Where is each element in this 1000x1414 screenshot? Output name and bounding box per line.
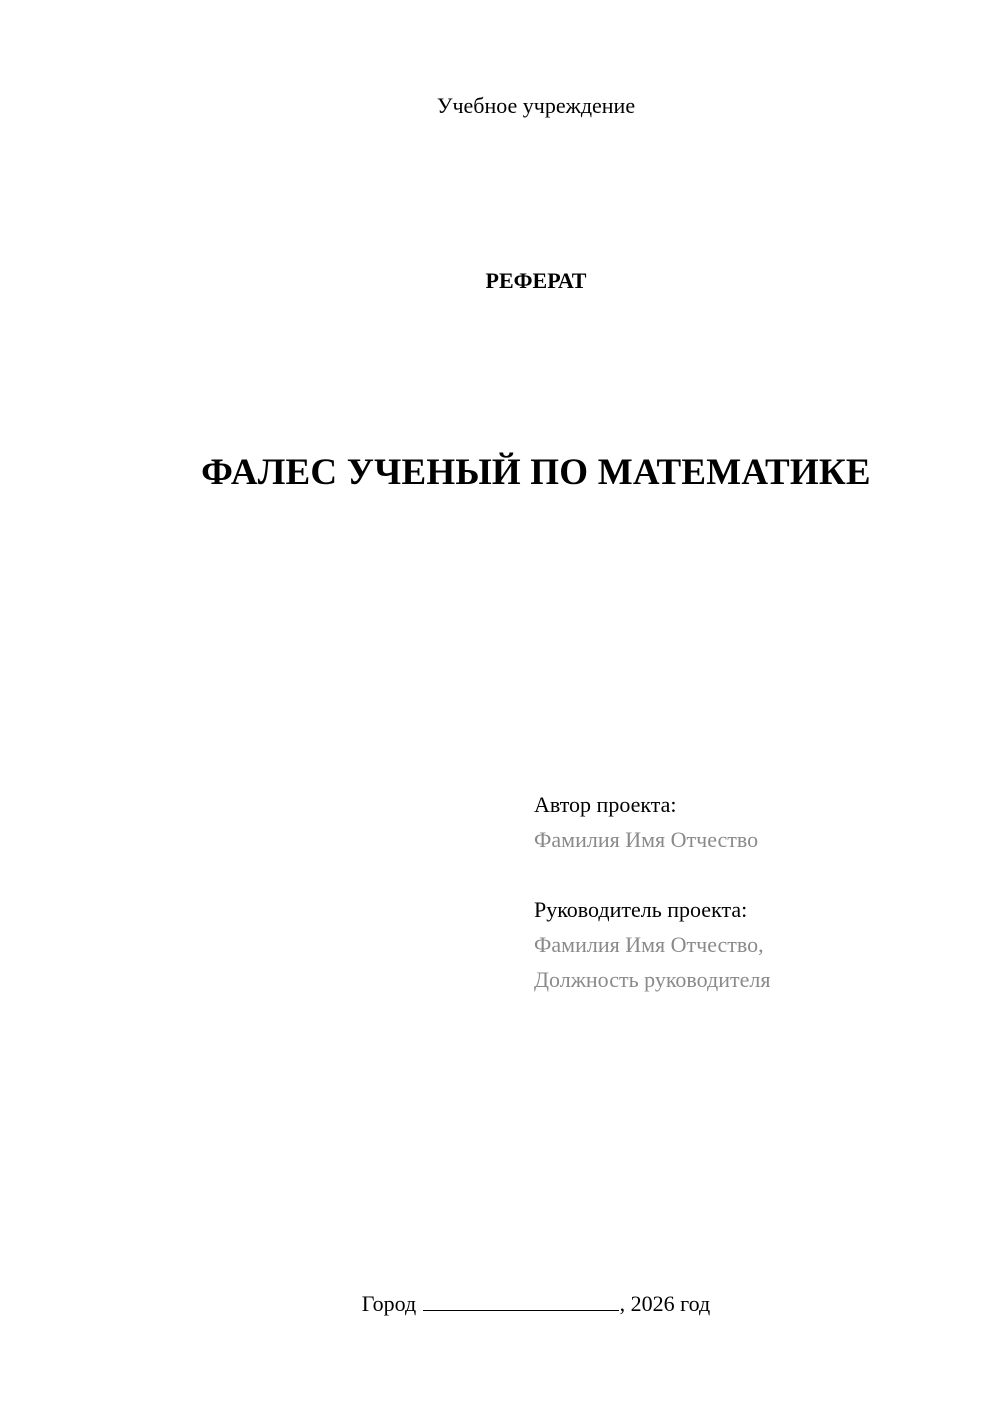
author-label: Автор проекта: <box>534 792 677 817</box>
institution-name: Учебное учреждение <box>436 93 636 118</box>
document-type: РЕФЕРАТ <box>485 268 587 293</box>
project-info-block <box>534 787 974 997</box>
author-name: Фамилия Имя Отчество <box>534 827 759 852</box>
supervisor-name: Фамилия Имя Отчество, <box>534 932 764 957</box>
city-year-line <box>0 1290 1000 1318</box>
year-text: , 2026 год <box>619 1291 711 1316</box>
supervisor-label: Руководитель проекта: <box>534 897 748 922</box>
spacer <box>534 857 974 892</box>
city-blank-line <box>423 1290 619 1311</box>
city-label: Город <box>361 1291 422 1316</box>
document-title: ФАЛЕС УЧЕНЫЙ ПО МАТЕМАТИКЕ <box>201 452 871 493</box>
supervisor-position: Должность руководителя <box>534 967 771 992</box>
